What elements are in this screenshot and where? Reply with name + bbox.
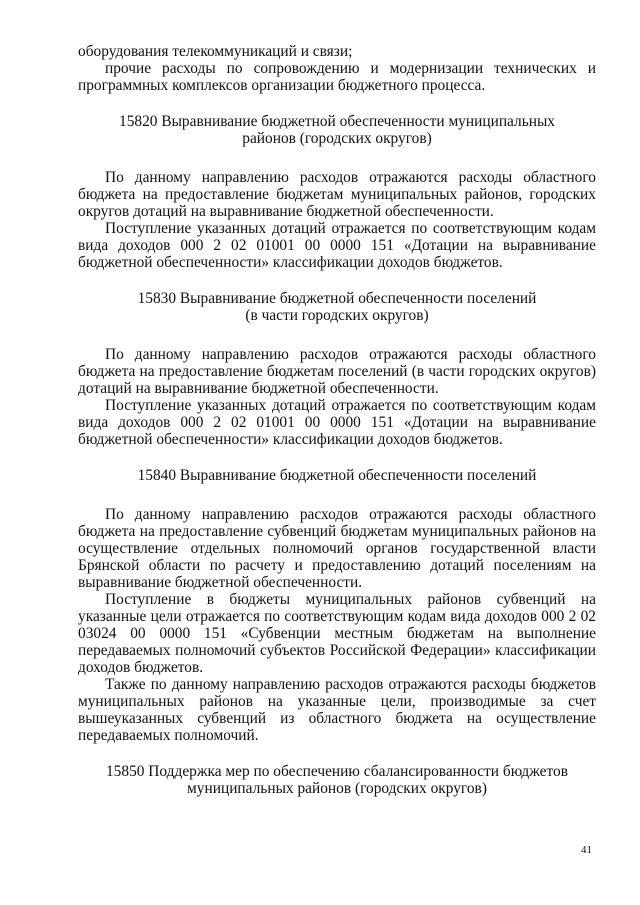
section-paragraph: По данному направлению расходов отражаются расходы областного бюджета на предоставление субвенций бюджетам муниципальных районов на осуществление отдельных полномочий органов государственной власти Брянской области по расчету и предоставлению дотаций поселениям на выравнивание бюджетной обеспеченности.: [78, 506, 596, 591]
section-paragraph: По данному направлению расходов отражаются расходы областного бюджета на предоставление бюджетам муниципальных районов, городских округов дотаций на выравнивание бюджетной обеспеченности.: [78, 169, 596, 220]
intro-line: оборудования телекоммуникаций и связи;: [78, 43, 353, 60]
section-heading: 15850 Поддержка мер по обеспечению сбалансированности бюджетов: [105, 763, 568, 780]
section-heading-cont: районов (городских округов): [242, 130, 432, 147]
section-15820: [78, 113, 596, 271]
section-15840: [78, 467, 596, 744]
page-number: 41: [581, 844, 592, 856]
intro-paragraph: прочие расходы по сопровождению и модернизации технических и программных комплексов организации бюджетного процесса.: [78, 60, 596, 94]
section-paragraph: Поступление в бюджеты муниципальных районов субвенций на указанные цели отражается по соответствующим кодам вида доходов 000 2 02 03024 00 0000 151 «Субвенции местным бюджетам на выполнение передаваемых полномочий субъектов Российской Федерации» классификации доходов бюджетов.: [78, 591, 596, 676]
section-paragraph: Поступление указанных дотаций отражается по соответствующим кодам вида доходов 000 2 02 01001 00 0000 151 «Дотации на выравнивание бюджетной обеспеченности» классификации доходов бюджетов.: [78, 220, 596, 271]
section-paragraph: Поступление указанных дотаций отражается по соответствующим кодам вида доходов 000 2 02 01001 00 0000 151 «Дотации на выравнивание бюджетной обеспеченности» классификации доходов бюджетов.: [78, 397, 596, 448]
section-heading: 15840 Выравнивание бюджетной обеспеченности поселений: [137, 467, 537, 484]
section-paragraph: По данному направлению расходов отражаются расходы областного бюджета на предоставление бюджетам поселений (в части городских округов) дотаций на выравнивание бюджетной обеспеченности.: [78, 346, 596, 397]
section-15850: [78, 763, 596, 797]
section-heading: 15830 Выравнивание бюджетной обеспеченности поселений: [137, 290, 537, 307]
section-heading: 15820 Выравнивание бюджетной обеспеченности муниципальных: [119, 113, 555, 130]
section-paragraph: Также по данному направлению расходов отражаются расходы бюджетов муниципальных районов на указанные цели, производимые за счет вышеуказанных субвенций из областного бюджета на осуществление передаваемых полномочий.: [78, 676, 596, 744]
section-heading-cont: (в части городских округов): [245, 307, 429, 324]
section-15830: [78, 290, 596, 448]
section-heading-cont: муниципальных районов (городских округов): [187, 780, 487, 797]
page-content: [78, 43, 596, 797]
